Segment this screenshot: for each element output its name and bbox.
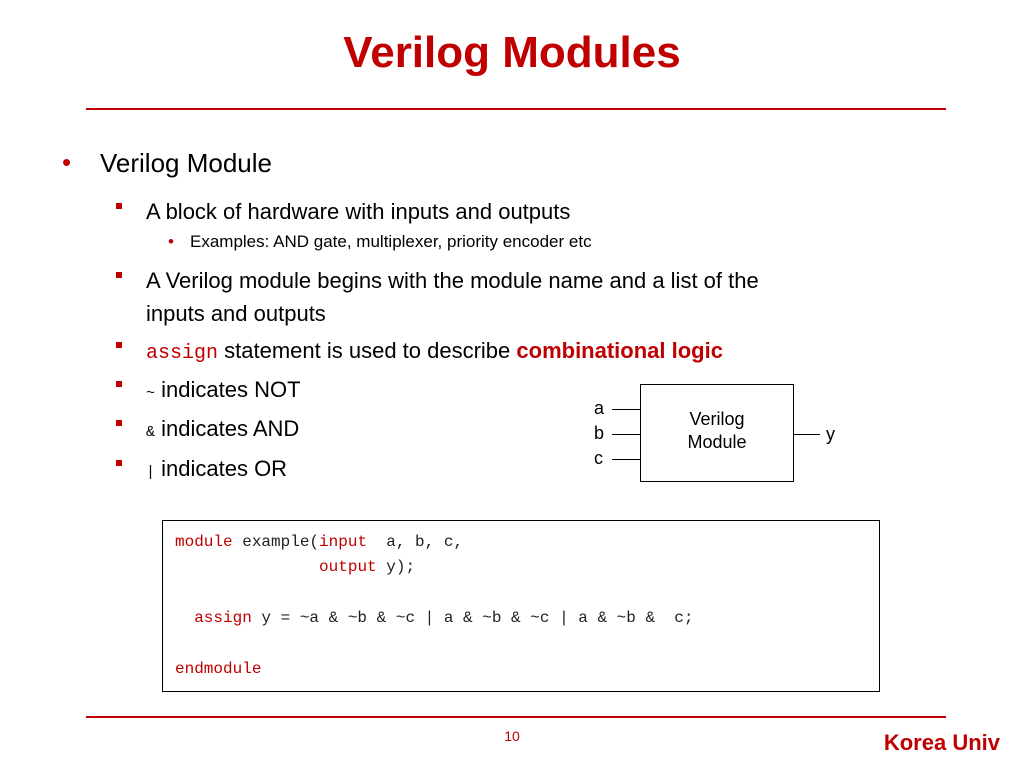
square-bullet-icon — [116, 381, 122, 387]
footer-divider — [86, 716, 946, 718]
square-bullet-icon — [116, 420, 122, 426]
input-wire-a — [612, 409, 640, 410]
square-bullet-icon — [116, 460, 122, 466]
footer-brand: Korea Univ — [883, 730, 1000, 755]
title-divider — [86, 108, 946, 110]
square-bullet-icon — [116, 203, 122, 209]
page-number: 10 — [504, 728, 520, 744]
code-line-2: output y); — [319, 558, 416, 576]
input-wire-b — [612, 434, 640, 435]
output-port-y: y — [826, 424, 835, 444]
code-assign: assign — [146, 342, 219, 365]
bullet-text: & indicates AND — [146, 416, 300, 441]
bullet-text: A Verilog module begins with the module name and a list of the inputs and outputs — [146, 268, 759, 326]
bullet-text: | indicates OR — [146, 456, 288, 481]
code-ampersand: & — [146, 424, 156, 441]
bullet-text: ~ indicates NOT — [146, 377, 301, 402]
module-diagram — [590, 380, 850, 490]
round-bullet-icon: • — [62, 147, 72, 177]
code-tilde: ~ — [146, 385, 156, 402]
output-wire-y — [794, 434, 820, 435]
code-block — [162, 520, 880, 692]
square-bullet-icon — [116, 272, 122, 278]
module-label: Verilog Module — [687, 409, 747, 452]
input-wire-c — [612, 459, 640, 460]
bullet-text: Examples: AND gate, multiplexer, priority encoder etc — [190, 232, 592, 251]
input-port-a: a — [594, 398, 605, 418]
input-port-b: b — [594, 423, 605, 443]
emphasis-combinational-logic: combinational logic — [516, 338, 723, 363]
code-line-1: module example(input a, b, c, — [175, 533, 464, 551]
code-line-4: endmodule — [175, 660, 262, 678]
input-port-c: c — [594, 448, 603, 468]
square-bullet-icon — [116, 342, 122, 348]
round-bullet-icon: • — [168, 232, 174, 251]
code-pipe: | — [146, 464, 156, 481]
bullet-text: Verilog Module — [100, 148, 272, 178]
slide-title: Verilog Modules — [343, 28, 681, 77]
code-line-3: assign y = ~a & ~b & ~c | a & ~b & ~c | a & ~b & c; — [194, 609, 694, 627]
bullet-text: A block of hardware with inputs and outputs — [146, 199, 571, 224]
bullet-text: assign statement is used to describe combinational logic — [146, 338, 723, 365]
